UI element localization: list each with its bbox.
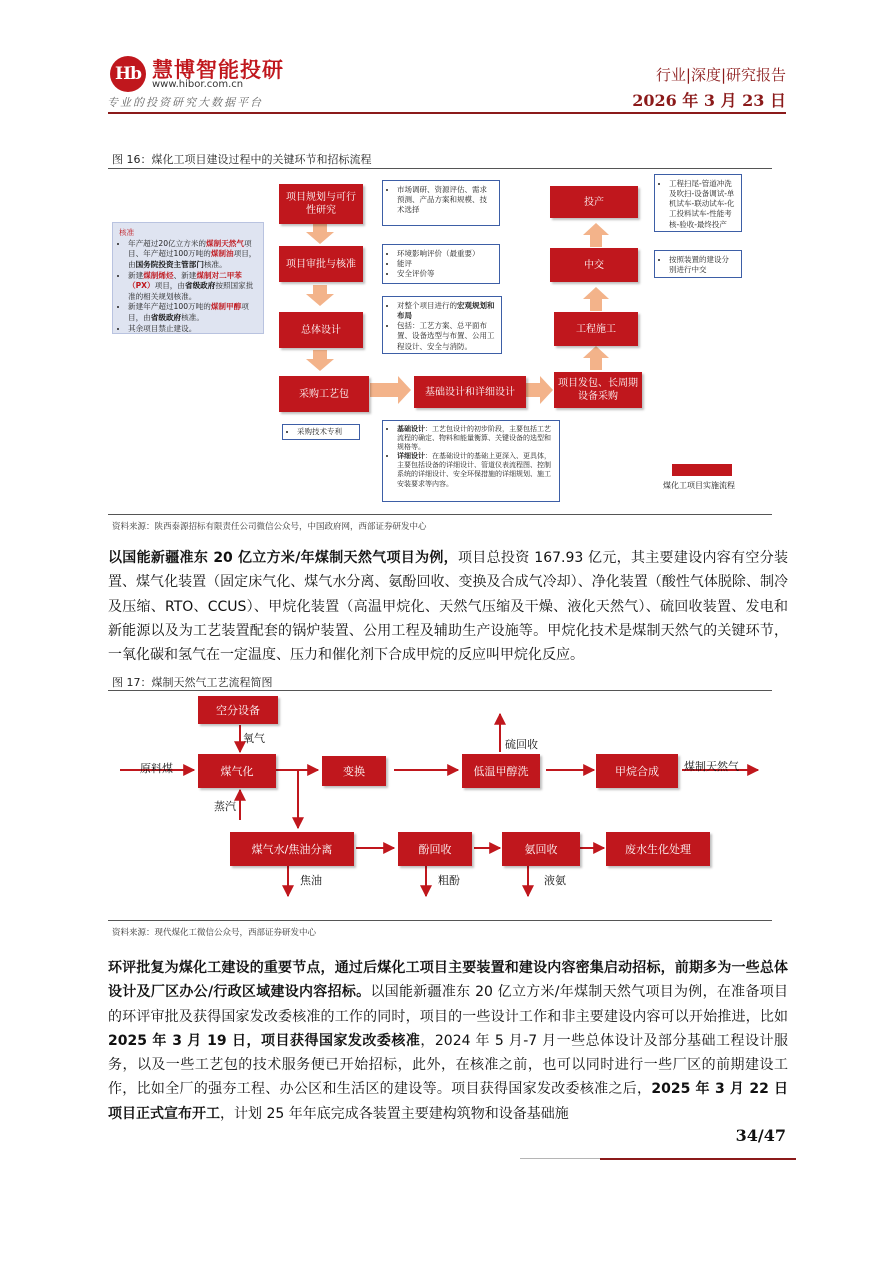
box-design: 总体设计 [279, 312, 363, 348]
note-design [382, 296, 502, 354]
figure16-caption: 图 16：煤化工项目建设过程中的关键环节和招标流程 [112, 153, 372, 166]
rule-text: 项目，由 [154, 281, 185, 291]
rule-text: 项目、年产超过100万吨的 [128, 238, 252, 259]
box-methanation: 甲烷合成 [596, 754, 678, 788]
note-item: • 工程扫尾-管道冲洗及吹扫-设备调试-单机试车-联动试车-化工投料试车-性能考核-验收-最终投产 [669, 179, 736, 230]
rule-text: 年产超过20亿立方米的 [128, 238, 207, 248]
note-item: • 市场调研、资源评估、需求预测、产品方案和规模、技术选择 [397, 185, 494, 215]
figure17-bottom-rule [108, 920, 772, 921]
box-water-tar-separation: 煤气水/焦油分离 [230, 832, 354, 866]
note-item [397, 452, 554, 488]
note-plan [382, 180, 500, 226]
box-wastewater-treatment: 废水生化处理 [606, 832, 710, 866]
logo-icon: Hb [110, 56, 146, 92]
rule-red: 煤制烯烃 [143, 270, 174, 280]
rule-bold: 省级政府 [184, 281, 216, 291]
note-item [397, 425, 554, 452]
note-bold: 详细设计 [397, 452, 425, 461]
box-rectisol: 低温甲醇洗 [462, 754, 540, 788]
note-handover [654, 250, 742, 278]
figure17-caption: 图 17：煤制天然气工艺流程简图 [112, 676, 273, 689]
logo-text: 慧博智能投研 [152, 58, 284, 82]
box-ammonia-recovery: 氨回收 [502, 832, 580, 866]
note-approve [382, 244, 500, 284]
box-plan: 项目规划与可行性研究 [279, 184, 363, 224]
figure17-source: 资料来源：现代煤化工微信公众号，西部证券研发中心 [112, 928, 317, 938]
figure16-bottom-rule [108, 514, 772, 515]
arrow-up-1 [583, 346, 609, 370]
rule-text: 核准。 [181, 313, 204, 322]
rule-text: 新建 [128, 270, 144, 280]
note-bold: 基础设计 [397, 425, 425, 433]
rule-item: • 其余项目禁止建设。 [128, 324, 257, 335]
note-purchase [282, 424, 360, 440]
box-construct: 工程施工 [554, 312, 638, 346]
box-phenol-recovery: 酚回收 [398, 832, 472, 866]
figure16-source: 资料来源：陕西泰源招标有限责任公司微信公众号，中国政府网，西部证券研发中心 [112, 522, 427, 532]
logo-url: www.hibor.com.cn [152, 79, 244, 90]
rule-text: 项目，由 [128, 249, 257, 269]
box-contract: 项目发包、长周期设备采购 [554, 372, 642, 408]
paragraph-1-lead: 以国能新疆准东 20 亿立方米/年煤制天然气项目为例， [108, 550, 458, 566]
rule-text: 项目，由 [128, 302, 249, 322]
note-item: • 安全评价等 [397, 269, 494, 279]
box-shift: 变换 [322, 756, 386, 786]
arrow-down-2 [306, 285, 334, 306]
label-sulfur-recovery: 硫回收 [505, 738, 538, 751]
label-liquid-ammonia: 液氨 [544, 874, 566, 887]
box-operate: 投产 [550, 186, 638, 218]
rule-text: 、新建 [173, 270, 197, 280]
box-air-separation: 空分设备 [198, 696, 278, 724]
note-text: ：工艺包设计的初步阶段，主要包括工艺流程的确定、物料和能量衡算、关键设备的选型和规格等。 [397, 425, 551, 452]
rule-red: 煤制油 [210, 249, 234, 259]
paragraph-2-text-3: ，计划 25 年年底完成各装置主要建构筑物和设备基础施 [220, 1105, 569, 1122]
box-purchase: 采购工艺包 [279, 376, 369, 412]
arrow-right-1 [370, 376, 411, 404]
label-steam: 蒸汽 [214, 800, 236, 813]
box-approve: 项目审批与核准 [279, 246, 363, 282]
note-item: • 环境影响评价（最重要） [397, 249, 494, 259]
note-approval-rules [112, 222, 264, 334]
note-basic-design [382, 420, 560, 502]
rule-item [128, 239, 257, 271]
note-item: • 能评 [397, 259, 494, 269]
rule-text: 按照国家批准的相关规划核准。 [128, 281, 254, 301]
note-title: 核准 [119, 228, 135, 237]
rule-bold: 国务院投资主管部门 [135, 259, 204, 269]
report-date: 2026 年 3 月 23 日 [632, 91, 786, 110]
rule-text: 核准。 [203, 259, 227, 269]
paragraph-2 [108, 956, 789, 1122]
note-item: • 按照装置的建设分别进行中交 [669, 255, 736, 275]
rule-item [128, 302, 257, 323]
arrow-right-2 [526, 376, 553, 404]
paragraph-2-text-2: ，2024 年 5 月-7 月一些总体设计及部分基础工程设计服务，以及一些工艺包的技术服务便已开始招标，此外，在核准之前，也可以同时进行一些厂区的前期建设工作，比如全厂的强夯工程、办公区和生活区的建设等。项目获得国家发改委核准之后， [108, 1032, 788, 1098]
paragraph-2-date-1: 2025 年 3 月 19 日，项目获得国家发改委核准 [108, 1032, 421, 1049]
label-sng: 煤制天然气 [684, 760, 739, 773]
rule-red: 煤制对二甲苯（PX） [128, 270, 242, 291]
arrow-down-3 [306, 350, 334, 371]
rule-red: 煤制甲醇 [210, 302, 242, 312]
paragraph-1 [108, 546, 789, 664]
box-handover: 中交 [550, 248, 638, 282]
paragraph-2-lead: 环评批复为煤化工建设的重要节点，通过后煤化工项目主要装置和建设内容密集启动招标，前期多为一些总体设计及厂区办公/行政区域建设内容招标。 [108, 960, 788, 1001]
legend-swatch [672, 464, 732, 476]
header-divider [108, 112, 786, 114]
page-number: 34/47 [735, 1126, 786, 1145]
note-operate [654, 174, 742, 232]
report-type: 行业|深度|研究报告 [655, 66, 786, 84]
arrow-up-2 [583, 287, 609, 311]
label-crude-phenol: 粗酚 [438, 874, 460, 887]
note-item: • 采购技术专利 [297, 427, 354, 437]
label-oxygen: 氧气 [243, 732, 265, 745]
arrow-down-1 [306, 223, 334, 244]
paragraph-2-text-1: 以国能新疆准东 20 亿立方米/年煤制天然气项目为例，在准备项目的环评审批及获得国家发改委核准的工作的同时，项目的一些设计工作和非主要建设内容可以开始推进，比如 [108, 984, 788, 1025]
label-raw-coal: 原料煤 [140, 762, 173, 775]
note-text: 对整个项目进行的 [397, 301, 457, 310]
label-tar: 焦油 [300, 874, 322, 887]
box-basic-design: 基础设计和详细设计 [414, 376, 526, 408]
footer-accent-rule [600, 1158, 796, 1160]
logo-slogan: 专业的投资研究大数据平台 [107, 96, 263, 109]
paragraph-2-date-2: 2025 年 3 月 22 日项目正式宣布开工 [108, 1081, 789, 1122]
note-item [397, 301, 496, 321]
rule-item [128, 271, 257, 303]
rule-bold: 省级政府 [150, 313, 182, 322]
rule-text: 新建年产超过100万吨的 [128, 302, 211, 312]
legend-label: 煤化工项目实施流程 [663, 481, 735, 490]
note-item: • 包括：工艺方案、总平面布置、设备选型与布置、公用工程设计、安全与消防。 [397, 321, 496, 351]
note-bold: 宏观规划和布局 [397, 301, 495, 321]
note-text: ：在基础设计的基础上更深入、更具体，主要包括设备的详细设计、管道仪表流程图、控制系统的详细设计、安全环保措施的详细规划、施工安装要求等内容。 [397, 452, 551, 488]
box-gasification: 煤气化 [198, 754, 276, 788]
rule-red: 煤制天然气 [206, 238, 244, 248]
paragraph-1-text: 项目总投资 167.93 亿元，其主要建设内容有空分装置、煤气化装置（固定床气化、煤气水分离、氨酚回收、变换及合成气冷却）、净化装置（酸性气体脱除、制冷及压缩、RTO、CCUS）、甲烷化装置（高温甲烷化、天然气压缩及干燥、液化天然气）、硫回收装置、发电和新能源以及为工艺装置配套的锅炉装置、公用工程及辅助生产设施等。甲烷化技术是煤制天然气的关键环节，一氧化碳和氢气在一定温度、压力和催化剂下合成甲烷的反应叫甲烷化反应。 [108, 550, 789, 664]
arrow-up-3 [583, 223, 609, 247]
